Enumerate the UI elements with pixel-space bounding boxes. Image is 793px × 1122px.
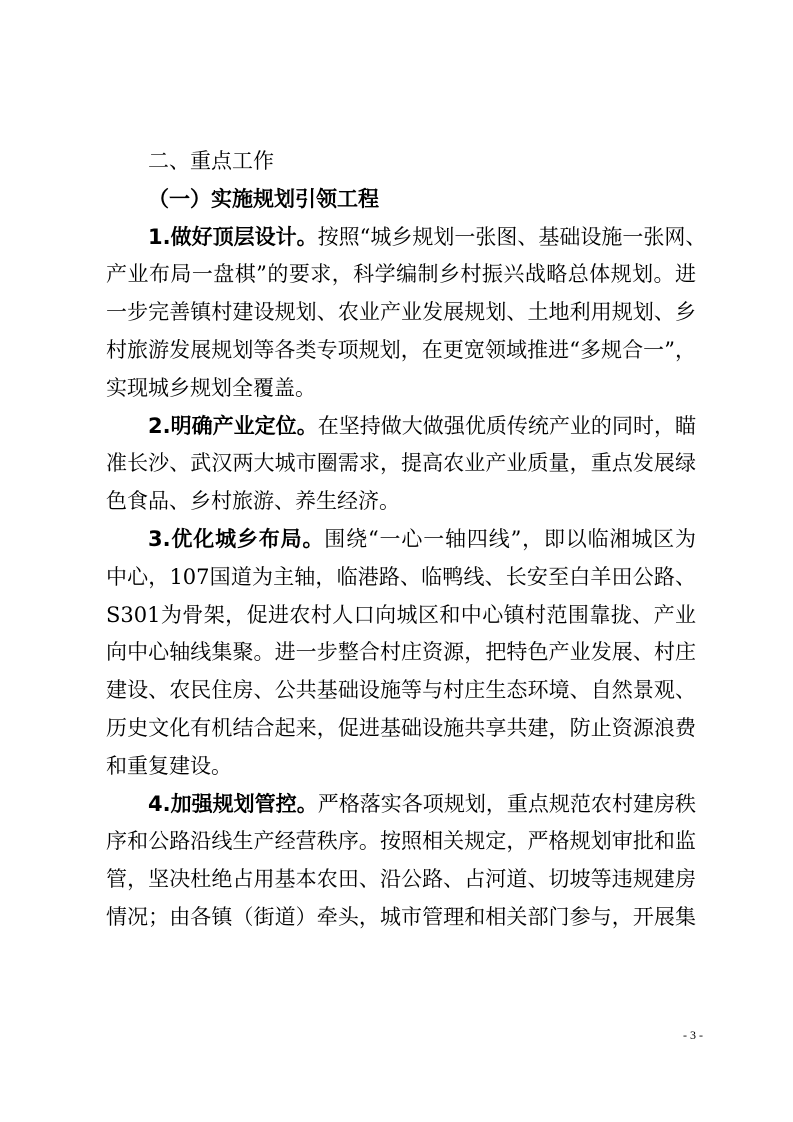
paragraph-3-line-6: 历史文化有机结合起来，促进基础设施共享共建，防止资源浪费 <box>106 715 696 740</box>
paragraph-4-line-3: 管，坚决杜绝占用基本农田、沿公路、占河道、切坡等违规建房 <box>106 867 696 892</box>
paragraph-4-line-4: 情况；由各镇（街道）牵头，城市管理和相关部门参与，开展集 <box>106 904 696 929</box>
paragraph-3-line-2: 中心，107国道为主轴，临港路、临鸭线、长安至白羊田公路、 <box>106 564 696 589</box>
paragraph-4-text: 严格落实各项规划，重点规范农村建房秩 <box>317 791 696 816</box>
paragraph-1-line-1 <box>106 219 707 257</box>
paragraph-2-text: 在坚持做大做强优质传统产业的同时，瞄 <box>317 413 696 438</box>
paragraph-3-line-4: 向中心轴线集聚。进一步整合村庄资源，把特色产业发展、村庄 <box>106 640 696 665</box>
paragraph-4-line-1 <box>106 786 696 824</box>
paragraph-1-line-2: 产业布局一盘棋”的要求，科学编制乡村振兴战略总体规划。进 <box>106 262 696 287</box>
subsection-heading: （一）实施规划引领工程 <box>148 186 379 211</box>
paragraph-4-line-2: 序和公路沿线生产经营秩序。按照相关规定，严格规划审批和监 <box>106 829 696 854</box>
paragraph-3-text: 围绕“一心一轴四线”，即以临湘城区为 <box>324 526 696 551</box>
paragraph-2-line-2: 准长沙、武汉两大城市圈需求，提高农业产业质量，重点发展绿 <box>106 451 696 476</box>
paragraph-1-line-4: 村旅游发展规划等各类专项规划，在更宽领域推进“多规合一”， <box>106 337 696 362</box>
paragraph-1-line-5: 实现城乡规划全覆盖。 <box>106 375 316 400</box>
paragraph-2-title: 2.明确产业定位。 <box>148 413 318 438</box>
paragraph-1-line-3: 一步完善镇村建设规划、农业产业发展规划、土地利用规划、乡 <box>106 300 696 325</box>
paragraph-3-title: 3.优化城乡布局。 <box>148 526 325 551</box>
paragraph-1-text: 按照“城乡规划一张图、基础设施一张网、 <box>317 224 707 249</box>
paragraph-2-line-3: 色食品、乡村旅游、养生经济。 <box>106 489 400 514</box>
paragraph-1-title: 1.做好顶层设计。 <box>148 224 318 249</box>
section-heading: 二、重点工作 <box>148 149 274 173</box>
paragraph-2-line-1 <box>106 408 696 446</box>
paragraph-3-line-1 <box>106 521 696 559</box>
paragraph-3-line-7: 和重复建设。 <box>106 753 232 778</box>
paragraph-4-title: 4.加强规划管控。 <box>148 791 318 816</box>
paragraph-3-line-5: 建设、农民住房、公共基础设施等与村庄生态环境、自然景观、 <box>106 678 696 703</box>
page-number: - 3 - <box>683 1028 703 1042</box>
document-body <box>106 143 707 937</box>
paragraph-3-line-3: S301为骨架，促进农村人口向城区和中心镇村范围靠拢、产业 <box>106 602 696 627</box>
